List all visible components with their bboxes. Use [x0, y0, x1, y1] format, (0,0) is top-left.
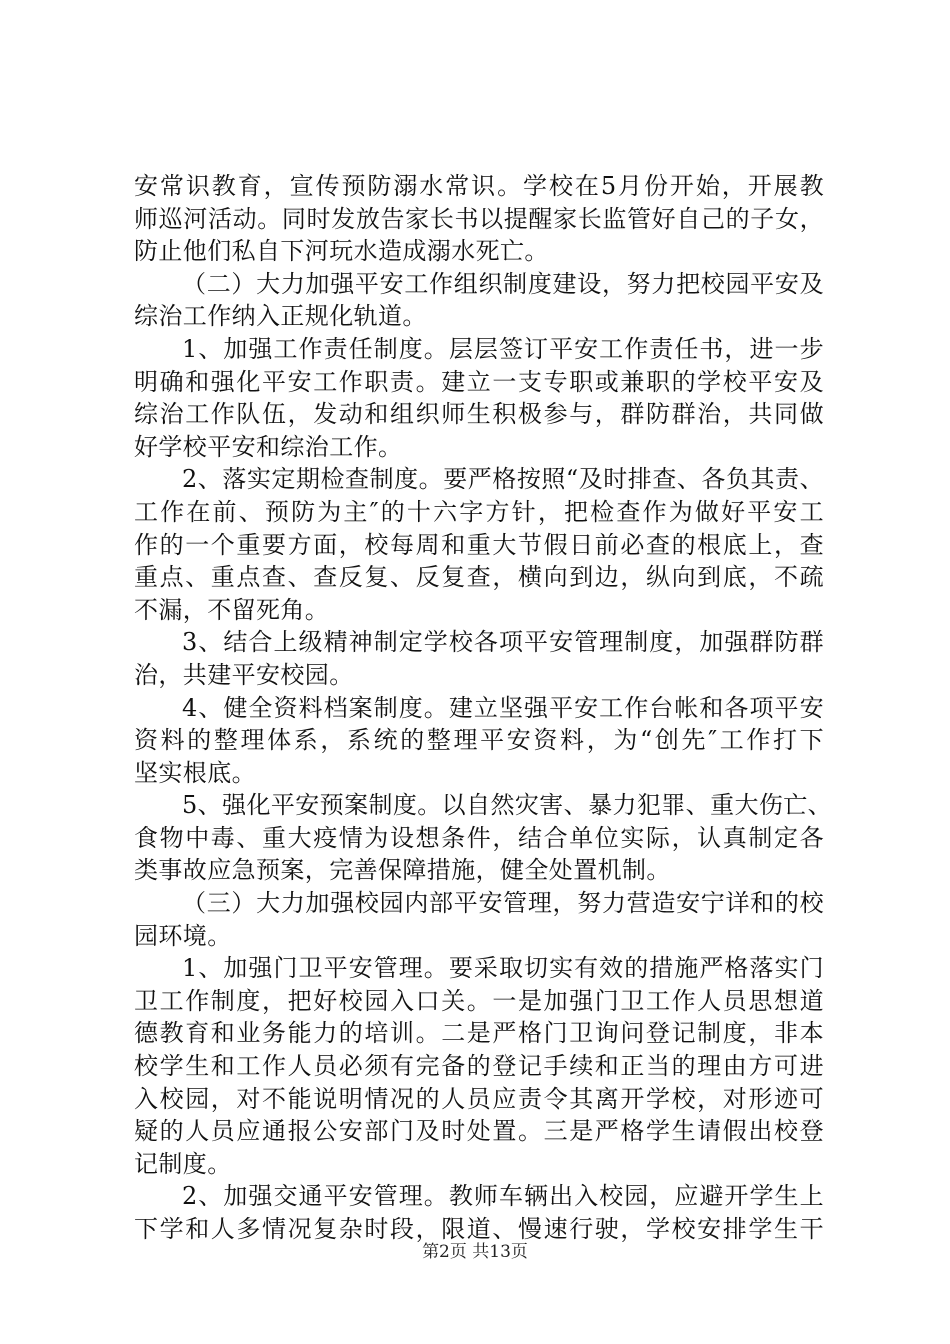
text-line: 安常识教育，宣传预防溺水常识。学校在5月份开始，开展教	[134, 172, 824, 200]
text-line: 作的一个重要方面，校每周和重大节假日前必查的根底上，查	[134, 530, 824, 559]
text-line: 明确和强化平安工作职责。建立一支专职或兼职的学校平安及	[134, 367, 824, 396]
text-line: 卫工作制度，把好校园入口关。一是加强门卫工作人员思想道	[134, 986, 824, 1015]
section-heading-line: （三）大力加强校园内部平安管理，努力营造安宁详和的校	[182, 889, 824, 918]
text-line: 防止他们私自下河玩水造成溺水死亡。	[134, 237, 549, 266]
page-number-footer: 第2页 共13页	[422, 1242, 528, 1262]
text-line: 坚实根底。	[134, 758, 256, 787]
text-line: 1、加强门卫平安管理。要采取切实有效的措施严格落实门	[182, 954, 824, 983]
text-line: 类事故应急预案，完善保障措施，健全处置机制。	[134, 856, 671, 885]
text-line: 好学校平安和综治工作。	[134, 432, 403, 461]
text-line: 2、加强交通平安管理。教师车辆出入校园，应避开学生上	[182, 1182, 824, 1211]
text-line: 1、加强工作责任制度。层层签订平安工作责任书，进一步	[182, 334, 824, 363]
text-line: 工作在前、预防为主″的十六字方针，把检查作为做好平安工	[134, 497, 824, 526]
text-line: 3、结合上级精神制定学校各项平安管理制度，加强群防群	[182, 628, 824, 657]
text-line: 下学和人多情况复杂时段，限道、慢速行驶，学校安排学生干	[134, 1215, 824, 1243]
text-line: 5、强化平安预案制度。以自然灾害、暴力犯罪、重大伤亡、	[182, 791, 833, 820]
text-line: 2、落实定期检查制度。要严格按照“及时排查、各负其责、	[182, 465, 824, 494]
section-heading-line: 园环境。	[134, 921, 232, 950]
text-line: 4、健全资料档案制度。建立坚强平安工作台帐和各项平安	[182, 693, 824, 722]
section-heading-line: 综治工作纳入正规化轨道。	[134, 302, 427, 331]
text-line: 德教育和业务能力的培训。二是严格门卫询问登记制度，非本	[134, 1019, 824, 1048]
text-line: 校学生和工作人员必须有完备的登记手续和正当的理由方可进	[134, 1052, 824, 1081]
text-line: 资料的整理体系，系统的整理平安资料，为“创先″工作打下	[134, 726, 824, 755]
text-line: 入校园，对不能说明情况的人员应责令其离开学校，对形迹可	[134, 1084, 824, 1113]
text-line: 重点、重点查、查反复、反复查，横向到边，纵向到底，不疏	[134, 563, 824, 592]
section-heading-line: （二）大力加强平安工作组织制度建设，努力把校园平安及	[182, 269, 824, 298]
text-line: 治，共建平安校园。	[134, 660, 354, 689]
text-line: 记制度。	[134, 1149, 232, 1178]
text-line: 师巡河活动。同时发放告家长书以提醒家长监管好自己的子女，	[134, 204, 824, 233]
document-body	[134, 170, 833, 1246]
text-line: 综治工作队伍，发动和组织师生积极参与，群防群治，共同做	[134, 400, 824, 429]
text-line: 疑的人员应通报公安部门及时处置。三是严格学生请假出校登	[134, 1117, 824, 1146]
text-line: 不漏，不留死角。	[134, 595, 330, 624]
text-line: 食物中毒、重大疫情为设想条件，结合单位实际，认真制定各	[134, 823, 824, 852]
